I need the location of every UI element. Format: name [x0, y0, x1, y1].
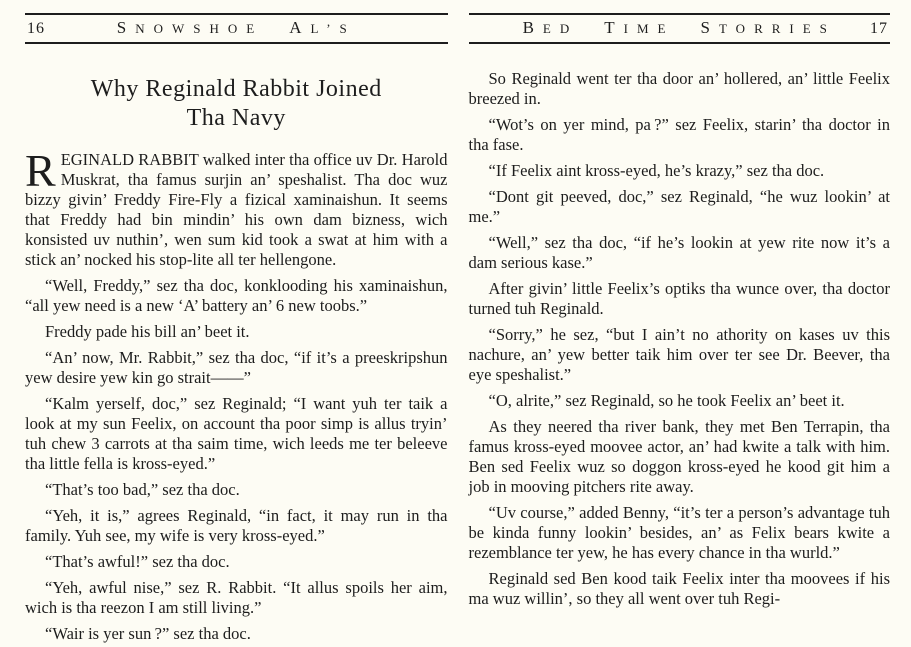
- chapter-title-line-1: Why Reginald Rabbit Joined: [90, 76, 382, 102]
- running-head-rest: NOWSHOE: [135, 21, 264, 36]
- running-head-word: [289, 20, 356, 37]
- running-head-initial: A: [289, 18, 311, 37]
- story-paragraph: As they neered tha river bank, they met Ben Terrapin, tha famus kross-eyed moovee actor, an’ had kwite a talk with him. Ben sed Feelix wuz so doggon kross-eyed he kood git him a job in mooving pitchers rite away.: [468, 417, 890, 496]
- story-paragraph: “Wair is yer sun ?” sez tha doc.: [45, 624, 251, 643]
- story-paragraph: “Wot’s on yer mind, pa ?” sez Feelix, starin’ tha doctor in tha fase.: [468, 115, 890, 154]
- story-paragraph: “Sorry,” he sez, “but I ain’t no athority on kases uv this nachure, an’ yew better taik him over ter see Dr. Beever, tha eye speshalist.”: [468, 325, 890, 384]
- story-paragraph: “Uv course,” added Benny, “it’s ter a person’s advantage tuh be kinda funny lookin’ besides, an’ as Felix bears kwite a rezemblance ter yew, he has every chance in tha wurld.”: [468, 503, 890, 562]
- story-paragraph: “Well, Freddy,” sez tha doc, konklooding his xaminaishun, “all yew need is a new ‘A’ battery an’ 6 new toobs.”: [25, 276, 448, 315]
- right-page-number: 17: [869, 20, 888, 37]
- running-head-rest: L’S: [310, 21, 356, 36]
- running-head-initial: B: [522, 18, 543, 37]
- right-running-head-title: [510, 18, 849, 38]
- story-paragraph: Freddy pade his bill an’ beet it.: [45, 322, 250, 341]
- story-paragraph: “Yeh, it is,” agrees Reginald, “in fact, it may run in tha family. Yuh see, my wife is very kross-eyed.”: [25, 506, 448, 545]
- running-head-word: [117, 20, 263, 37]
- chapter-title-line-2: Tha Navy: [186, 105, 286, 131]
- running-head-rest: ED: [542, 21, 579, 36]
- running-head-word: [604, 20, 674, 37]
- running-head-initial: S: [700, 18, 719, 37]
- story-paragraph: REGINALD RABBIT walked inter tha office uv Dr. Harold Muskrat, tha famus surjin an’ speshalist. Tha doc wuz bizzy givin’ Freddy Fire-Fly a fizical xaminaishun. It seems that Freddy had bin mindin’ his own dam bizness, wich konsisted uv nuthin’, wen sum kid took a swat at him with a stick an’ nocked his stop-lite all ter hellengone.: [25, 145, 448, 269]
- running-head-initial: S: [116, 18, 136, 37]
- running-head-rest: IME: [623, 21, 675, 36]
- story-paragraph: “Yeh, awful nise,” sez R. Rabbit. “It allus spoils her aim, wich is tha reezon I am still living.”: [25, 578, 448, 617]
- left-page-body: [25, 145, 448, 644]
- story-paragraph: “O, alrite,” sez Reginald, so he took Feelix an’ beet it.: [488, 391, 845, 410]
- story-paragraph: “That’s awful!” sez tha doc.: [45, 552, 230, 571]
- right-running-header: [469, 13, 891, 44]
- running-head-rest: TORRIES: [718, 21, 836, 36]
- story-paragraph: After givin’ little Feelix’s optiks tha wunce over, tha doctor turned tuh Reginald.: [468, 279, 890, 318]
- story-paragraph: So Reginald went ter tha door an’ hollered, an’ little Feelix breezed in.: [468, 69, 890, 108]
- story-paragraph: “If Feelix aint kross-eyed, he’s krazy,” sez tha doc.: [488, 161, 825, 180]
- running-head-word: [523, 20, 579, 37]
- story-paragraph: “Kalm yerself, doc,” sez Reginald; “I want yuh ter taik a look at my sun Feelix, on account tha poor simp is allus tryin’ tuh chew 3 carrots at tha saim time, wich leeds me ter beleeve tha little fella is kross-eyed.”: [25, 394, 448, 473]
- chapter-title: [25, 75, 448, 133]
- running-head-word: [701, 20, 836, 37]
- story-paragraph: Reginald sed Ben kood taik Feelix inter tha moovees if his ma wuz willin’, so they all went over tuh Regi-: [468, 569, 890, 608]
- left-running-head-title: [69, 18, 404, 38]
- left-running-header: [25, 13, 448, 44]
- left-page-number: 16: [27, 20, 45, 37]
- running-head-initial: T: [604, 18, 624, 37]
- story-paragraph: “Well,” sez tha doc, “if he’s lookin at yew rite now it’s a dam serious kase.”: [468, 233, 890, 272]
- page-right: [456, 0, 911, 647]
- story-paragraph: “Dont git peeved, doc,” sez Reginald, “he wuz lookin’ at me.”: [468, 187, 890, 226]
- drop-cap-letter: R: [25, 145, 56, 196]
- story-paragraph: “An’ now, Mr. Rabbit,” sez tha doc, “if it’s a preeskripshun yew desire yew kin go strait——”: [25, 348, 448, 387]
- right-page-body: [469, 69, 891, 609]
- story-paragraph: “That’s too bad,” sez tha doc.: [45, 480, 240, 499]
